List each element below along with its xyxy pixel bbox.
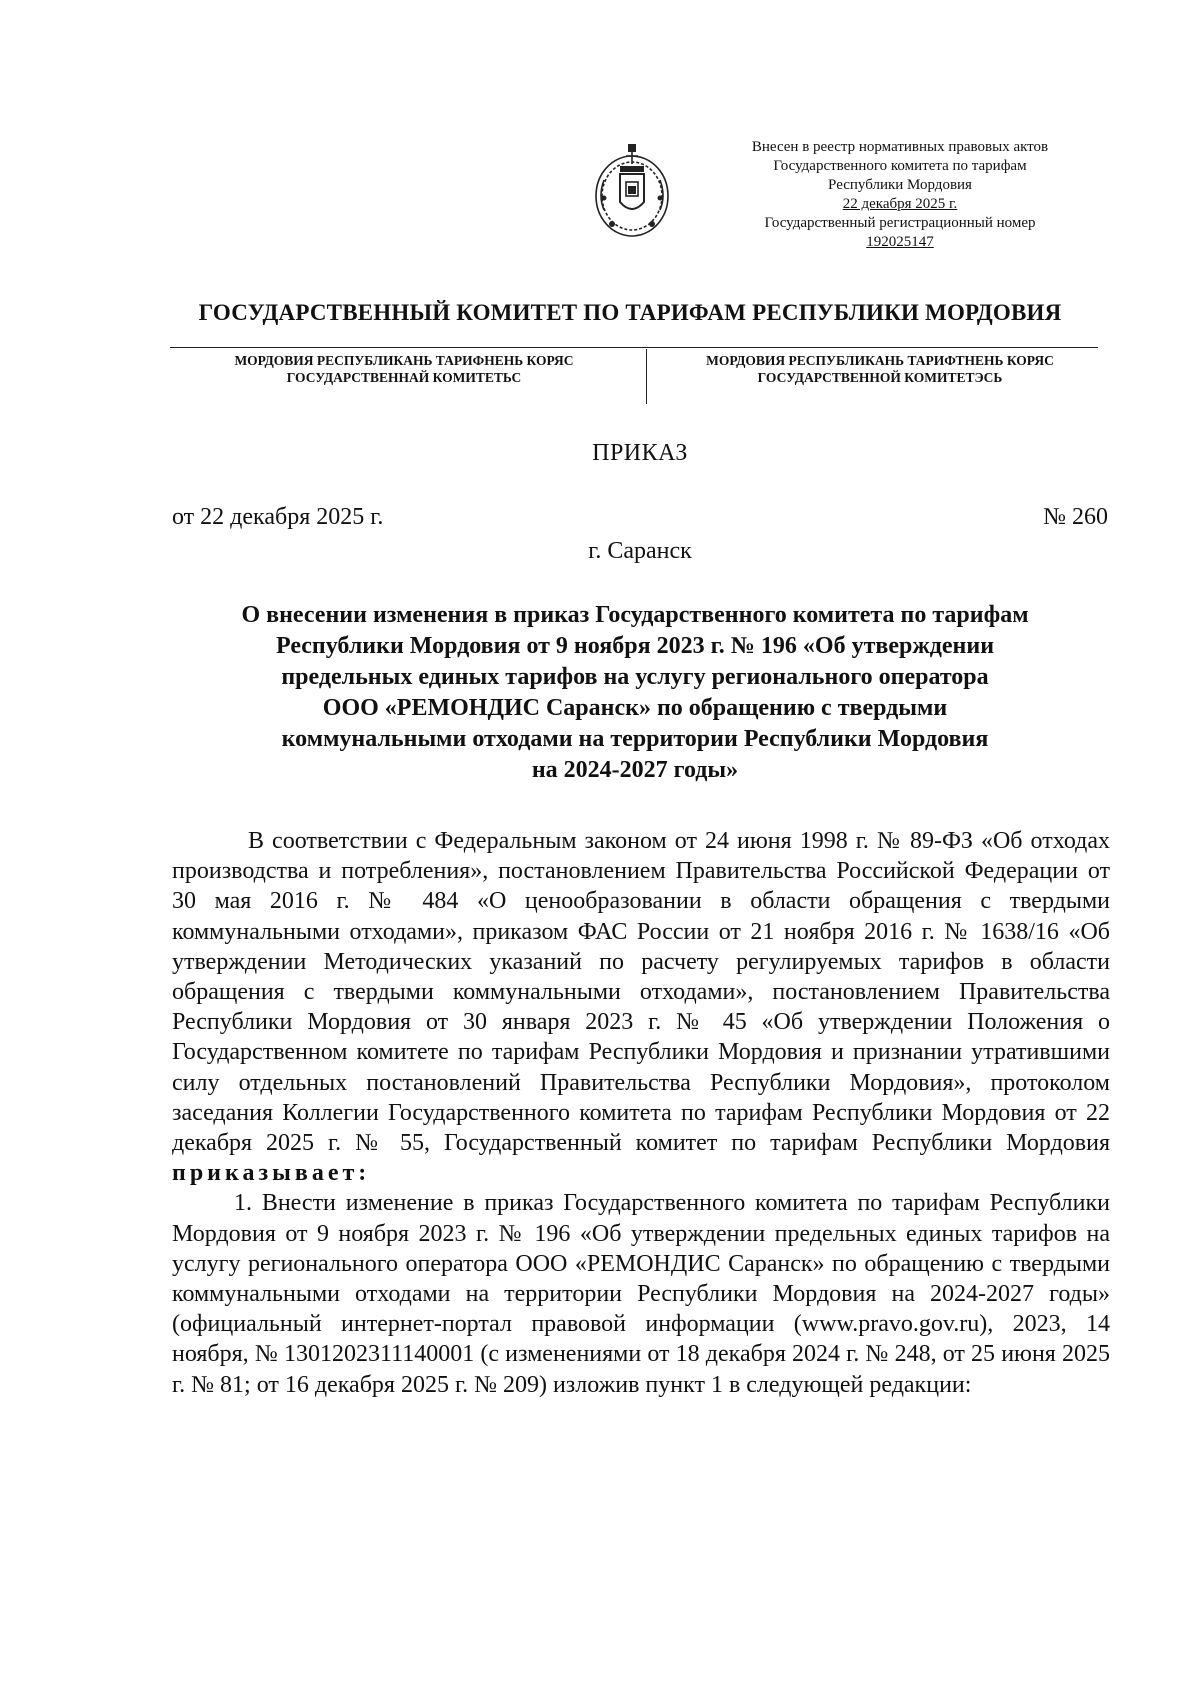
body-paragraph-item-1: 1. Внести изменение в приказ Государственного комитета по тарифам Республики Мордовия от 9 ноября 2023 г. № 196 «Об утверждении предельных единых тарифов на услугу регионального оператора ООО «РЕМОНДИС Саранск» по обращению с твердыми коммунальными отходами на территории Республики Мордовия на 2024-2027 годы» (официальный интернет-портал правовой информации (www.pravo.gov.ru), 2023, 14 ноября, № 1301202311140001 (с изменениями от 18 декабря 2024 г. № 248, от 25 июня 2025 г. № 81; от 16 декабря 2025 г. № 209) изложив пункт 1 в следующей редакции: — [172, 1190, 1110, 1398]
preamble-text: В соответствии с Федеральным законом от 24 июня 1998 г. № 89-ФЗ «Об отходах производства и потребления», постановлением Правительства Российской Федерации от 30 мая 2016 г. № 484 «О ценообразовании в области обращения с твердыми коммунальными отходами», приказом ФАС России от 21 ноября 2016 г. № 1638/16 «Об утверждении Методических указаний по расчету регулируемых тарифов в области обращения с твердыми коммунальными отходами», постановлением Правительства Республики Мордовия от 30 января 2023 г. № 45 «Об утверждении Положения о Государственном комитете по тарифам Республики Мордовия и признании утратившими силу отдельных постановлений Правительства Республики Мордовия», протоколом заседания Коллегии Государственного комитета по тарифам Республики Мордовия от 22 декабря 2025 г. № 55, Государственный комитет по тарифам Республики Мордовия — [172, 828, 1110, 1157]
organization-title: ГОСУДАРСТВЕННЫЙ КОМИТЕТ ПО ТАРИФАМ РЕСПУБЛИКИ МОРДОВИЯ — [198, 300, 1062, 325]
org-name-line: МОРДОВИЯ РЕСПУБЛИКАНЬ ТАРИФТНЕНЬ КОРЯС — [706, 353, 1054, 368]
order-heading — [150, 600, 1120, 786]
order-number: № 260 — [1043, 504, 1108, 530]
org-name-line: ГОСУДАРСТВЕННАЙ КОМИТЕТЬС — [286, 370, 522, 385]
org-name-line: МОРДОВИЯ РЕСПУБЛИКАНЬ ТАРИФНЕНЬ КОРЯС — [234, 353, 574, 368]
order-body — [172, 826, 1110, 1400]
order-city: г. Саранск — [588, 538, 692, 564]
heading-line: О внесении изменения в приказ Государственного комитета по тарифам — [241, 602, 1029, 628]
heading-line: коммунальными отходами на территории Республики Мордовия — [281, 726, 989, 752]
header-divider — [170, 347, 1098, 348]
registry-number: 192025147 — [866, 234, 934, 250]
document-type: ПРИКАЗ — [592, 440, 688, 466]
registry-stamp — [720, 138, 1080, 252]
header-column-divider — [646, 349, 647, 404]
coat-of-arms-icon — [590, 140, 674, 240]
registry-line: Республики Мордовия — [828, 177, 972, 193]
organization-name-erzya — [660, 352, 1100, 386]
order-action-word: приказывает: — [172, 1160, 371, 1187]
org-name-line: ГОСУДАРСТВЕННОЙ КОМИТЕТЭСЬ — [757, 370, 1003, 385]
registry-line: Государственного комитета по тарифам — [773, 158, 1027, 174]
organization-name-moksha — [170, 352, 638, 386]
heading-line: на 2024-2027 годы» — [531, 757, 739, 783]
order-date: от 22 декабря 2025 г. — [172, 504, 384, 530]
heading-line: предельных единых тарифов на услугу регионального оператора — [281, 664, 989, 690]
heading-line: ООО «РЕМОНДИС Саранск» по обращению с твердыми — [322, 695, 948, 721]
registry-line: Государственный регистрационный номер — [764, 215, 1036, 231]
registry-line: Внесен в реестр нормативных правовых актов — [751, 139, 1049, 155]
registry-date: 22 декабря 2025 г. — [842, 196, 958, 212]
heading-line: Республики Мордовия от 9 ноября 2023 г. № 196 «Об утверждении — [275, 633, 995, 659]
body-paragraph-preamble — [172, 826, 1110, 1188]
